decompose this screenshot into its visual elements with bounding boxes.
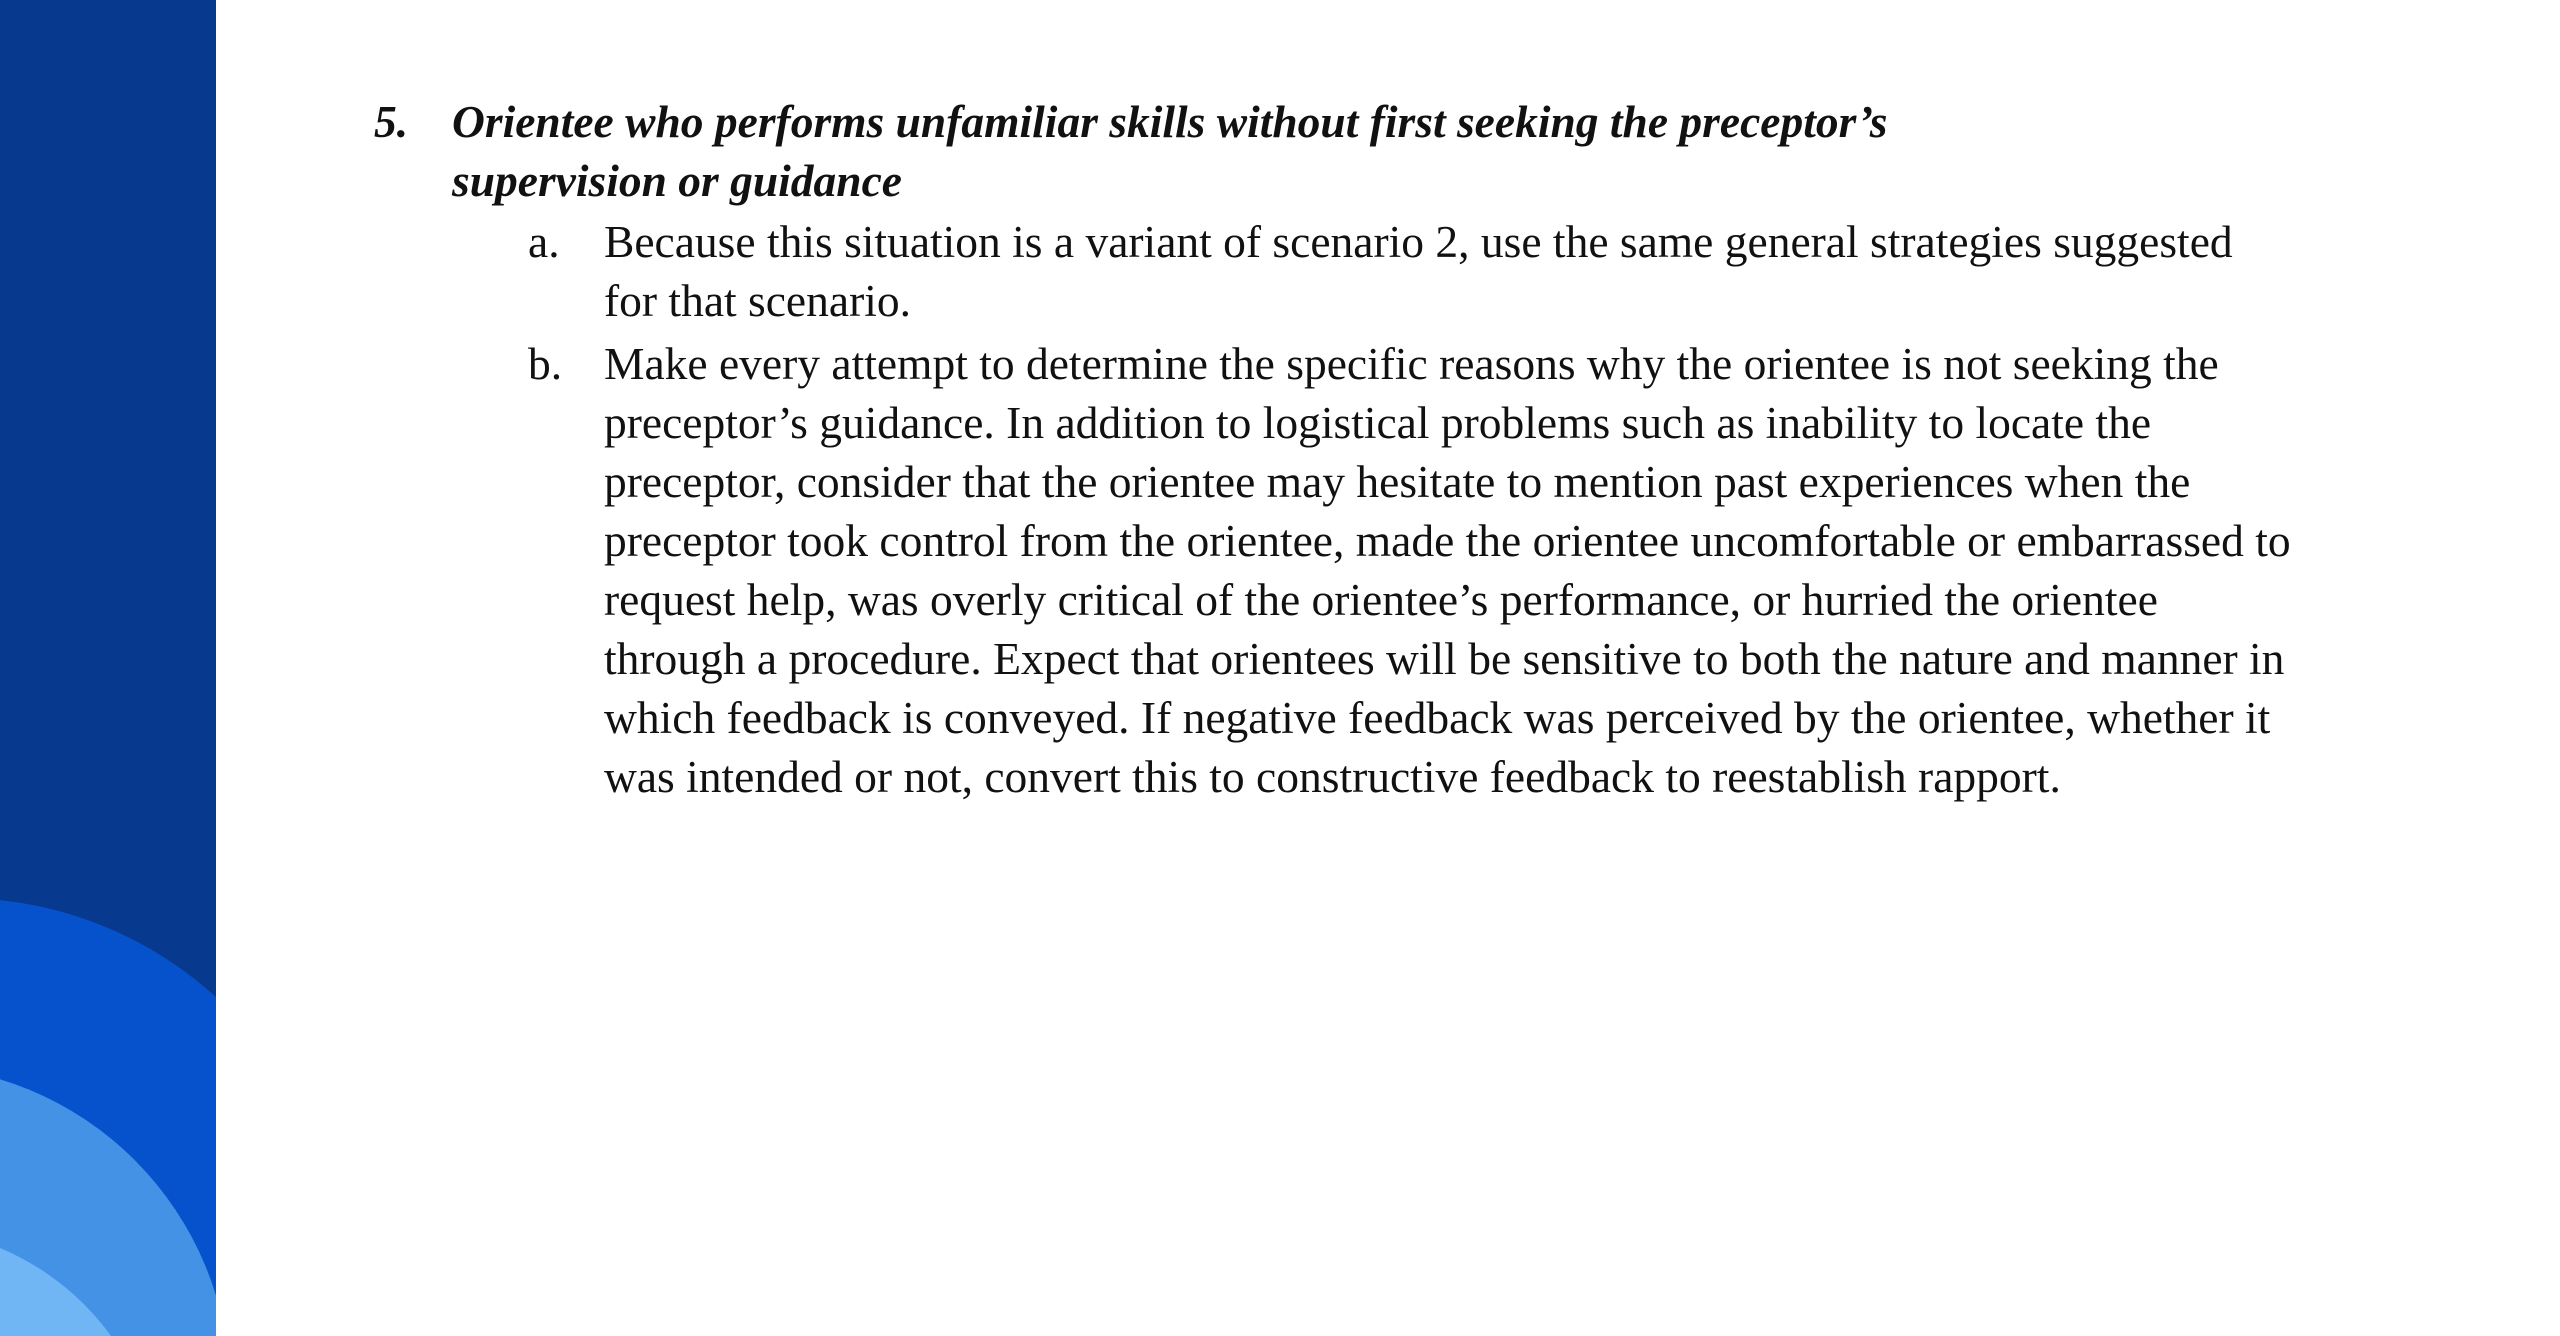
subitem-b-text: Make every attempt to determine the specific reasons why the orientee is not seeking the preceptor’s guidance. In addition to logistical problems such as inability to locate the preceptor, consider that the orientee may hesitate to mention past experiences when the preceptor took control from the orientee, made the orientee uncomfortable or embarrassed to request help, was overly critical of the orientee’s performance, or hurried the orientee through a procedure. Expect that orientees will be sensitive to both the nature and manner in which feedback is conveyed. If negative feedback was perceived by the orientee, whether it was intended or not, convert this to constructive feedback to reestablish rapport.: [604, 338, 2291, 802]
item-number: 5.: [374, 96, 409, 147]
subitem-a-marker: a.: [528, 216, 560, 267]
item-title: Orientee who performs unfamiliar skills without first seeking the preceptor’s supervision or guidance: [452, 96, 1888, 206]
subitem-b: [528, 334, 2304, 806]
subitem-list: [528, 212, 2304, 806]
slide-content: [374, 92, 2304, 810]
left-decorative-band: [0, 0, 216, 1336]
subitem-b-marker: b.: [528, 338, 563, 389]
subitem-a-text: Because this situation is a variant of scenario 2, use the same general strategies suggested for that scenario.: [604, 216, 2233, 326]
subitem-a: [528, 212, 2304, 330]
numbered-item-5: [374, 92, 2304, 210]
